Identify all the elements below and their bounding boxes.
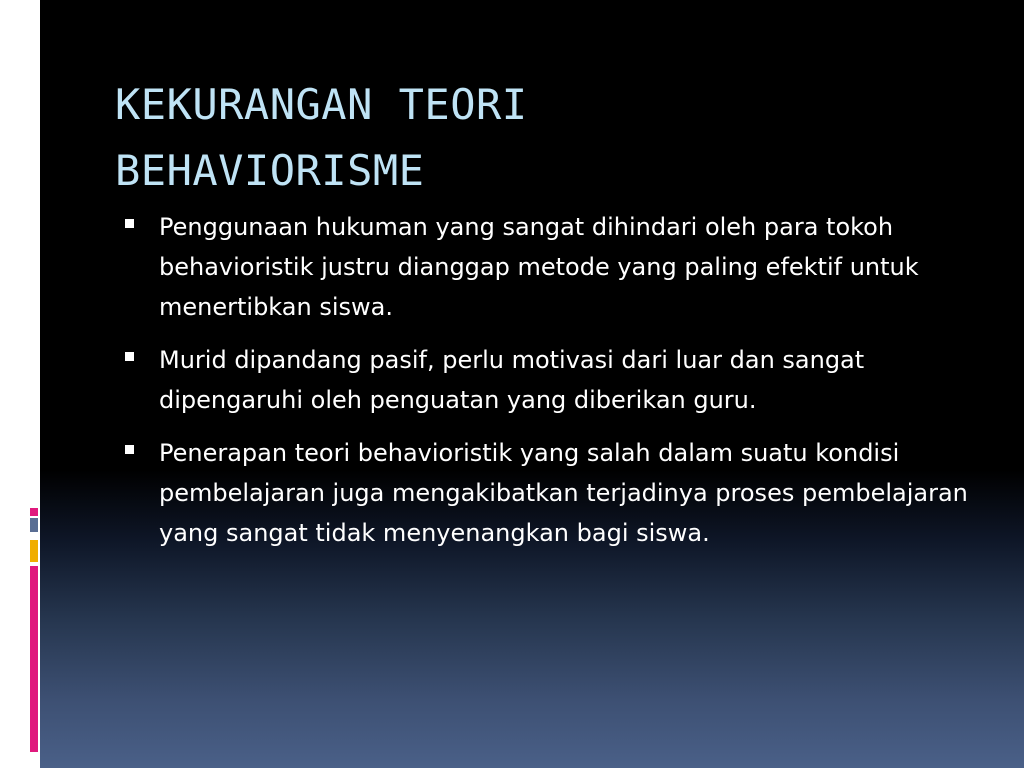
slide-title-line-2: BEHAVIORISME <box>115 146 425 195</box>
bullet-item <box>120 340 970 420</box>
square-bullet-icon <box>125 219 134 228</box>
accent-bar-gray <box>30 518 38 532</box>
slide-title-line-1: KEKURANGAN TEORI <box>115 80 528 129</box>
slide-title <box>115 72 935 204</box>
bullet-item <box>120 433 970 553</box>
accent-bar-gold <box>30 540 38 562</box>
accent-bar-pink-small <box>30 508 38 516</box>
bullet-text: Penerapan teori behavioristik yang salah dalam suatu kondisi pembelajaran juga mengakibatkan terjadinya proses pembelajaran yang sangat tidak menyenangkan bagi siswa. <box>159 439 968 547</box>
bullet-list <box>120 207 970 566</box>
square-bullet-icon <box>125 445 134 454</box>
bullet-text: Murid dipandang pasif, perlu motivasi dari luar dan sangat dipengaruhi oleh penguatan yang diberikan guru. <box>159 346 865 414</box>
bullet-item <box>120 207 970 327</box>
bullet-text: Penggunaan hukuman yang sangat dihindari oleh para tokoh behavioristik justru dianggap metode yang paling efektif untuk menertibkan siswa. <box>159 213 919 321</box>
square-bullet-icon <box>125 352 134 361</box>
accent-bar-pink-tall <box>30 566 38 752</box>
